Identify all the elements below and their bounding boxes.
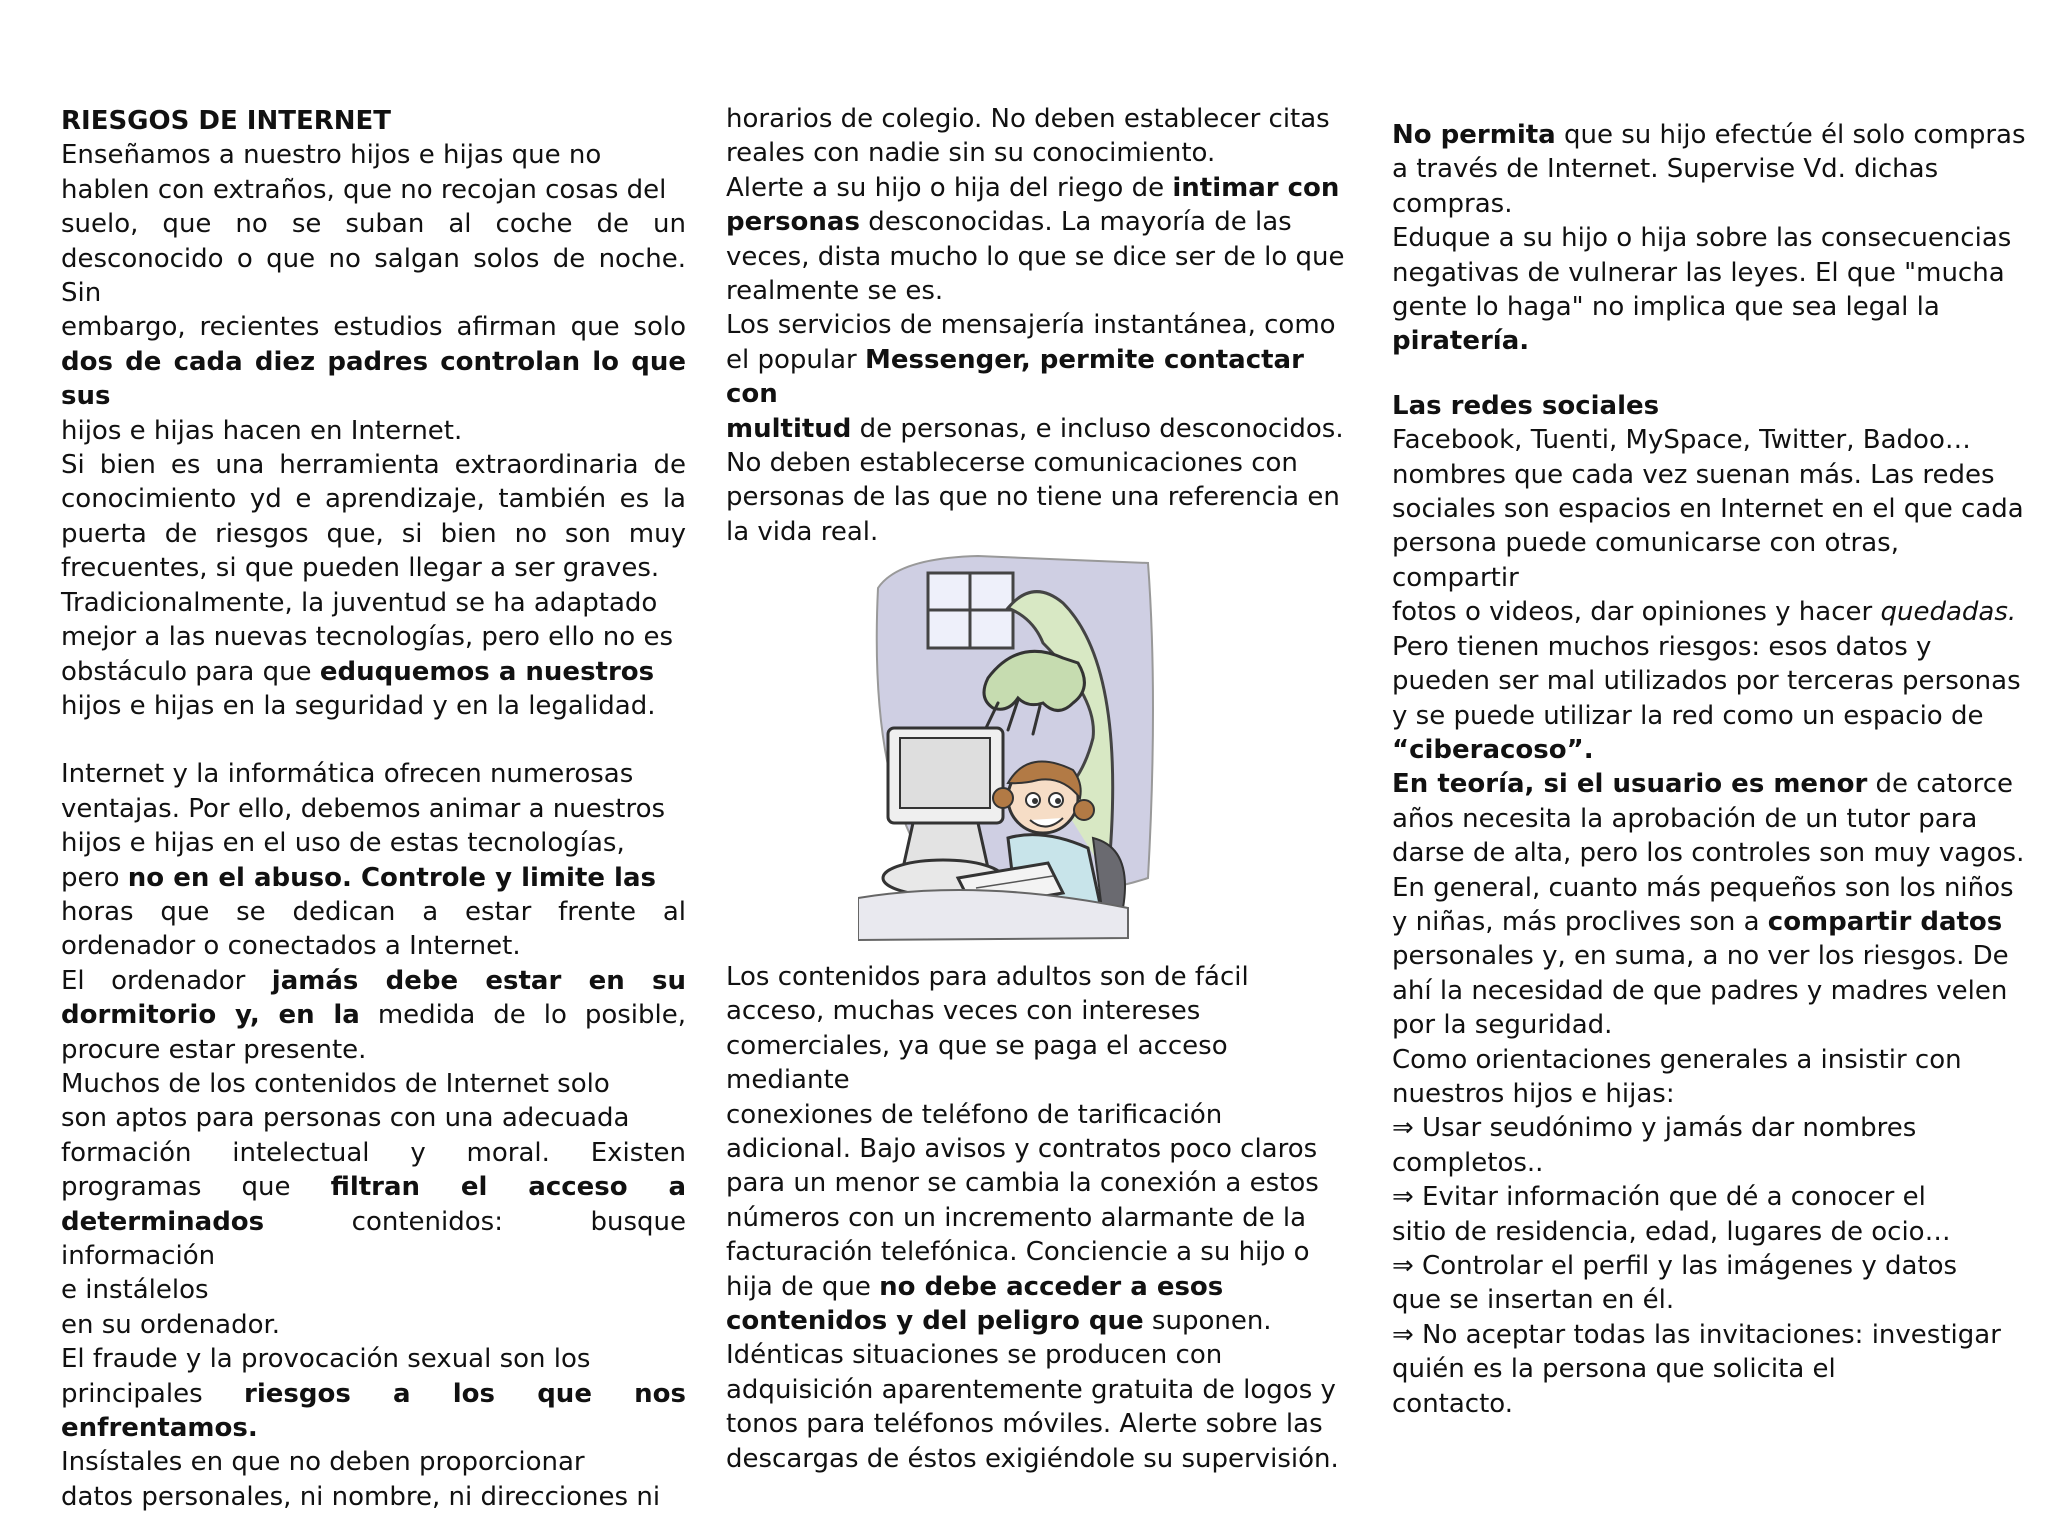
text-line: Si bien es una herramienta extraordinaria de	[61, 450, 686, 481]
text-line: e instálelos	[61, 1275, 209, 1306]
text-line: El fraude y la provocación sexual son los	[61, 1344, 591, 1375]
bold-text: multitud	[726, 413, 852, 444]
text-span: medida de lo posible,	[359, 1000, 686, 1031]
paragraph-gap	[1392, 359, 2032, 389]
text-line: son aptos para personas con una adecuada	[61, 1103, 630, 1134]
text-line	[726, 1304, 1346, 1338]
text-line: hijos e hijas hacen en Internet.	[61, 415, 463, 446]
text-span: pero	[61, 862, 128, 893]
text-line	[61, 964, 686, 998]
column-2-bottom	[726, 960, 1346, 1476]
text-line: Facebook, Tuenti, MySpace, Twitter, Badoo…	[1392, 425, 1971, 456]
text-line	[1392, 733, 2032, 767]
text-line: personales y, en suma, a no ver los riesgos. De	[1392, 941, 2009, 972]
text-line: Pero tienen muchos riesgos: esos datos y	[1392, 631, 1932, 662]
text-line: formación intelectual y moral. Existen	[61, 1137, 686, 1168]
text-line: nuestros hijos e hijas:	[1392, 1078, 1675, 1109]
text-line: desconocido o que no salgan solos de noche. Sin	[61, 243, 686, 309]
text-line: Como orientaciones generales a insistir con	[1392, 1044, 1962, 1075]
text-line: adicional. Bajo avisos y contratos poco claros	[726, 1134, 1318, 1165]
text-line: Muchos de los contenidos de Internet solo	[61, 1068, 610, 1099]
text-line: ordenador o conectados a Internet.	[61, 931, 521, 962]
text-line	[726, 343, 1346, 412]
text-line: tonos para teléfonos móviles. Alerte sobre las	[726, 1409, 1323, 1440]
text-line: descargas de éstos exigiéndole su supervisión.	[726, 1443, 1339, 1474]
text-line	[61, 655, 686, 689]
text-line: ventajas. Por ello, debemos animar a nuestros	[61, 793, 666, 824]
text-span: programas que	[61, 1172, 331, 1203]
text-line: personas de las que no tiene una referencia en	[726, 482, 1340, 513]
text-line: mejor a las nuevas tecnologías, pero ello no es	[61, 622, 673, 653]
bold-text: riesgos a los que nos	[244, 1378, 686, 1409]
text-line: persona puede comunicarse con otras, compartir	[1392, 528, 1899, 593]
column-1	[61, 104, 686, 1514]
bold-text: no debe acceder a esos	[879, 1271, 1224, 1302]
list-item: que se insertan en él.	[1392, 1285, 1675, 1316]
text-line: y se puede utilizar la red como un espacio de	[1392, 700, 1984, 731]
text-line: darse de alta, pero los controles son muy vagos.	[1392, 838, 2025, 869]
bold-text: filtran el acceso a	[330, 1172, 687, 1203]
list-item: contacto.	[1392, 1388, 1514, 1419]
bold-text: enfrentamos.	[61, 1413, 258, 1444]
text-span: el popular	[726, 344, 865, 375]
text-line: acceso, muchas veces con intereses	[726, 996, 1201, 1027]
bold-text: En teoría, si el usuario es menor	[1392, 769, 1868, 800]
list-item: ⇒ Usar seudónimo y jamás dar nombres	[1392, 1113, 1917, 1144]
text-span: obstáculo para que	[61, 656, 320, 687]
child-computer-illustration	[858, 548, 1158, 943]
text-line: hijos e hijas en la seguridad y en la legalidad.	[61, 690, 656, 721]
text-line: la vida real.	[726, 516, 879, 547]
text-span: de personas, e incluso desconocidos.	[851, 413, 1344, 444]
bold-text: personas	[726, 207, 860, 238]
text-line	[61, 861, 686, 895]
text-line: realmente se es.	[726, 276, 944, 307]
text-span: que su hijo efectúe él solo compras	[1555, 120, 2026, 150]
italic-text: quedadas.	[1880, 597, 2017, 628]
text-line: comerciales, ya que se paga el acceso mediante	[726, 1030, 1228, 1096]
text-line	[726, 171, 1346, 205]
text-line	[726, 205, 1346, 239]
text-line	[61, 345, 686, 414]
text-line: hablen con extraños, que no recojan cosas del	[61, 174, 667, 205]
text-line: gente lo haga" no implica que sea legal la	[1392, 292, 1940, 323]
bold-text: dormitorio y, en la	[61, 1000, 360, 1031]
text-line: procure estar presente.	[61, 1034, 367, 1065]
list-item: ⇒ No aceptar todas las invitaciones: investigar	[1392, 1319, 2001, 1350]
text-line: Los servicios de mensajería instantánea, como	[726, 310, 1336, 341]
text-line	[1392, 905, 2032, 939]
text-line: frecuentes, si que pueden llegar a ser graves.	[61, 553, 660, 584]
text-span: principales	[61, 1378, 245, 1409]
text-line: Insístales en que no deben proporcionar	[61, 1447, 585, 1478]
bold-text: contenidos y del peligro que	[726, 1306, 1144, 1337]
text-line: en su ordenador.	[61, 1309, 281, 1340]
text-line: Idénticas situaciones se producen con	[726, 1340, 1223, 1371]
text-line: compras.	[1392, 188, 1513, 219]
bold-text: Messenger, permite contactar con	[726, 344, 1304, 410]
text-line	[61, 1411, 686, 1445]
text-line: Eduque a su hijo o hija sobre las consecuencias	[1392, 223, 2012, 254]
list-item: sitio de residencia, edad, lugares de ocio…	[1392, 1216, 1951, 1247]
text-line: negativas de vulnerar las leyes. El que "mucha	[1392, 257, 2005, 288]
text-line: hijos e hijas en el uso de estas tecnologías,	[61, 828, 625, 859]
text-line: años necesita la aprobación de un tutor para	[1392, 803, 1978, 834]
text-line: Los contenidos para adultos son de fácil	[726, 962, 1249, 992]
text-span: y niñas, más proclives son a	[1392, 906, 1768, 937]
text-line: ahí la necesidad de que padres y madres velen	[1392, 975, 2008, 1006]
list-item: ⇒ Evitar información que dé a conocer el	[1392, 1182, 1926, 1213]
text-line: a través de Internet. Supervise Vd. dichas	[1392, 154, 1939, 185]
text-span: fotos o videos, dar opiniones y hacer	[1392, 597, 1881, 628]
text-line	[726, 412, 1346, 446]
text-line: para un menor se cambia la conexión a estos	[726, 1168, 1319, 1199]
text-line: por la seguridad.	[1392, 1010, 1613, 1041]
bold-text: jamás debe estar en su	[271, 965, 686, 996]
bold-text: piratería.	[1392, 326, 1530, 357]
text-line: pueden ser mal utilizados por terceras personas	[1392, 666, 2021, 697]
paragraph-gap	[61, 723, 686, 757]
text-span: desconocidas. La mayoría de las	[859, 207, 1292, 238]
bold-text: “ciberacoso”.	[1392, 734, 1594, 765]
text-line: No deben establecerse comunicaciones con	[726, 448, 1298, 479]
text-span: suponen.	[1143, 1306, 1272, 1337]
text-line	[61, 998, 686, 1032]
list-item: completos..	[1392, 1147, 1544, 1178]
text-line: veces, dista mucho lo que se dice ser de lo que	[726, 241, 1345, 272]
text-span: Alerte a su hijo o hija del riego de	[726, 172, 1173, 203]
text-line: nombres que cada vez suenan más. Las redes	[1392, 459, 1995, 490]
column-2	[726, 102, 1346, 549]
text-line	[61, 1170, 686, 1204]
list-item: ⇒ Controlar el perfil y las imágenes y datos	[1392, 1251, 1958, 1281]
text-line: Tradicionalmente, la juventud se ha adaptado	[61, 587, 658, 618]
bold-text: No permita	[1392, 120, 1556, 150]
text-line: horarios de colegio. No deben establecer citas	[726, 104, 1330, 134]
text-line: horas que se dedican a estar frente al	[61, 896, 686, 927]
text-line: Internet y la informática ofrecen numerosas	[61, 759, 634, 790]
text-line: Enseñamos a nuestro hijos e hijas que no	[61, 140, 602, 171]
text-line: puerta de riesgos que, si bien no son muy	[61, 518, 686, 549]
text-line	[61, 1377, 686, 1411]
bold-text: determinados	[61, 1206, 265, 1237]
text-line: En general, cuanto más pequeños son los niños	[1392, 872, 2014, 903]
bold-text: no en el abuso. Controle y limite las	[127, 862, 656, 893]
text-line	[61, 1205, 686, 1274]
bold-text: intimar con	[1172, 172, 1340, 203]
text-line: suelo, que no se suban al coche de un	[61, 209, 686, 240]
bold-text: dos de cada diez padres controlan lo que sus	[61, 346, 686, 412]
text-line: datos personales, ni nombre, ni direcciones ni	[61, 1481, 661, 1512]
bold-text: eduquemos a nuestros	[319, 656, 655, 687]
text-line: sociales son espacios en Internet en el que cada	[1392, 494, 2024, 525]
bold-text: compartir datos	[1767, 906, 2003, 937]
text-line	[1392, 118, 2032, 152]
text-line: números con un incremento alarmante de la	[726, 1202, 1306, 1233]
text-line: facturación telefónica. Conciencie a su hijo o	[726, 1237, 1310, 1268]
text-line: conocimiento yd e aprendizaje, también es la	[61, 484, 686, 515]
text-line	[726, 1270, 1346, 1304]
text-line: reales con nadie sin su conocimiento.	[726, 138, 1216, 169]
column-3	[1392, 118, 2032, 1421]
section-heading: Las redes sociales	[1392, 390, 1660, 421]
text-span: de catorce	[1867, 769, 2014, 800]
text-line	[1392, 767, 2032, 801]
text-span: contenidos: busque información	[61, 1206, 686, 1271]
text-line	[1392, 595, 2032, 629]
text-span: El ordenador	[61, 965, 272, 996]
text-span: hija de que	[726, 1271, 880, 1302]
text-line: conexiones de teléfono de tarificación	[726, 1099, 1223, 1130]
text-line: embargo, recientes estudios afirman que solo	[61, 312, 686, 343]
page-title: RIESGOS DE INTERNET	[61, 106, 392, 136]
text-line	[1392, 324, 2032, 358]
list-item: quién es la persona que solicita el	[1392, 1354, 1836, 1385]
text-line: adquisición aparentemente gratuita de logos y	[726, 1374, 1336, 1405]
